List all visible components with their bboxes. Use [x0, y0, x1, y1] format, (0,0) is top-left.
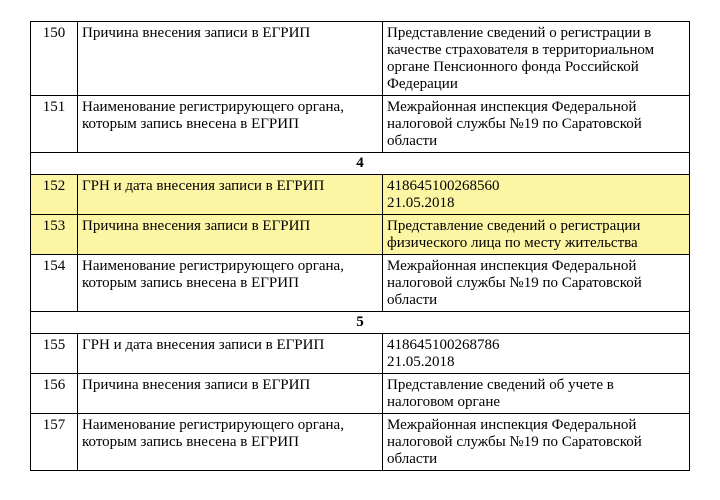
field-name-line: Наименование регистрирующего органа,	[82, 258, 344, 274]
field-value-line: 21.05.2018	[387, 195, 455, 211]
field-value-line: области	[387, 451, 438, 467]
field-name-line: которым запись внесена в ЕГРИП	[82, 116, 299, 132]
field-value-line: 418645100268560	[387, 178, 500, 194]
field-value-line: органе Пенсионного фонда Российской	[387, 59, 639, 75]
field-value-cell	[383, 22, 690, 96]
field-name-line: ГРН и дата внесения записи в ЕГРИП	[82, 178, 325, 194]
table-row	[31, 374, 690, 414]
field-value-cell	[383, 414, 690, 471]
field-name-line: Наименование регистрирующего органа,	[82, 99, 344, 115]
field-value-line: Межрайонная инспекция Федеральной	[387, 99, 637, 115]
field-name-cell	[78, 215, 383, 255]
field-name-line: которым запись внесена в ЕГРИП	[82, 434, 299, 450]
field-value-line: физического лица по месту жительства	[387, 235, 638, 251]
row-number-cell: 155	[31, 334, 78, 374]
field-name-cell	[78, 334, 383, 374]
section-header-row	[31, 153, 690, 175]
field-value-line: 418645100268786	[387, 337, 500, 353]
egrip-records-table	[30, 21, 690, 471]
field-value-line: налоговой службы №19 по Саратовской	[387, 116, 642, 132]
row-number-cell: 157	[31, 414, 78, 471]
field-name-cell	[78, 374, 383, 414]
row-number-cell: 151	[31, 96, 78, 153]
field-name-line: которым запись внесена в ЕГРИП	[82, 275, 299, 291]
field-name-cell	[78, 22, 383, 96]
field-name-line: Наименование регистрирующего органа,	[82, 417, 344, 433]
row-number-cell: 156	[31, 374, 78, 414]
field-name-cell	[78, 175, 383, 215]
field-value-cell	[383, 96, 690, 153]
field-value-line: области	[387, 292, 438, 308]
section-number: 4	[31, 153, 690, 175]
field-value-cell	[383, 334, 690, 374]
field-value-line: Федерации	[387, 76, 458, 92]
field-name-line: Причина внесения записи в ЕГРИП	[82, 377, 311, 393]
table-row	[31, 255, 690, 312]
field-value-line: налоговом органе	[387, 394, 501, 410]
field-value-cell	[383, 255, 690, 312]
field-name-cell	[78, 96, 383, 153]
field-value-line: налоговой службы №19 по Саратовской	[387, 275, 642, 291]
row-number-cell: 152	[31, 175, 78, 215]
field-value-line: качестве страхователя в территориальном	[387, 42, 655, 58]
row-number-cell: 150	[31, 22, 78, 96]
field-value-line: налоговой службы №19 по Саратовской	[387, 434, 642, 450]
field-value-line: 21.05.2018	[387, 354, 455, 370]
field-name-line: ГРН и дата внесения записи в ЕГРИП	[82, 337, 325, 353]
table-row	[31, 215, 690, 255]
section-number: 5	[31, 312, 690, 334]
field-name-cell	[78, 414, 383, 471]
field-name-cell	[78, 255, 383, 312]
field-value-line: Представление сведений о регистрации	[387, 218, 641, 234]
row-number-cell: 154	[31, 255, 78, 312]
table-row	[31, 175, 690, 215]
field-name-line: Причина внесения записи в ЕГРИП	[82, 25, 311, 41]
table-row	[31, 96, 690, 153]
field-value-cell	[383, 175, 690, 215]
field-name-line: Причина внесения записи в ЕГРИП	[82, 218, 311, 234]
field-value-line: Межрайонная инспекция Федеральной	[387, 258, 637, 274]
table-row	[31, 414, 690, 471]
table-body	[31, 22, 690, 471]
section-header-row	[31, 312, 690, 334]
row-number-cell: 153	[31, 215, 78, 255]
field-value-line: Представление сведений об учете в	[387, 377, 614, 393]
field-value-cell	[383, 215, 690, 255]
table-row	[31, 334, 690, 374]
field-value-line: Межрайонная инспекция Федеральной	[387, 417, 637, 433]
table-row	[31, 22, 690, 96]
field-value-cell	[383, 374, 690, 414]
field-value-line: Представление сведений о регистрации в	[387, 25, 652, 41]
field-value-line: области	[387, 133, 438, 149]
